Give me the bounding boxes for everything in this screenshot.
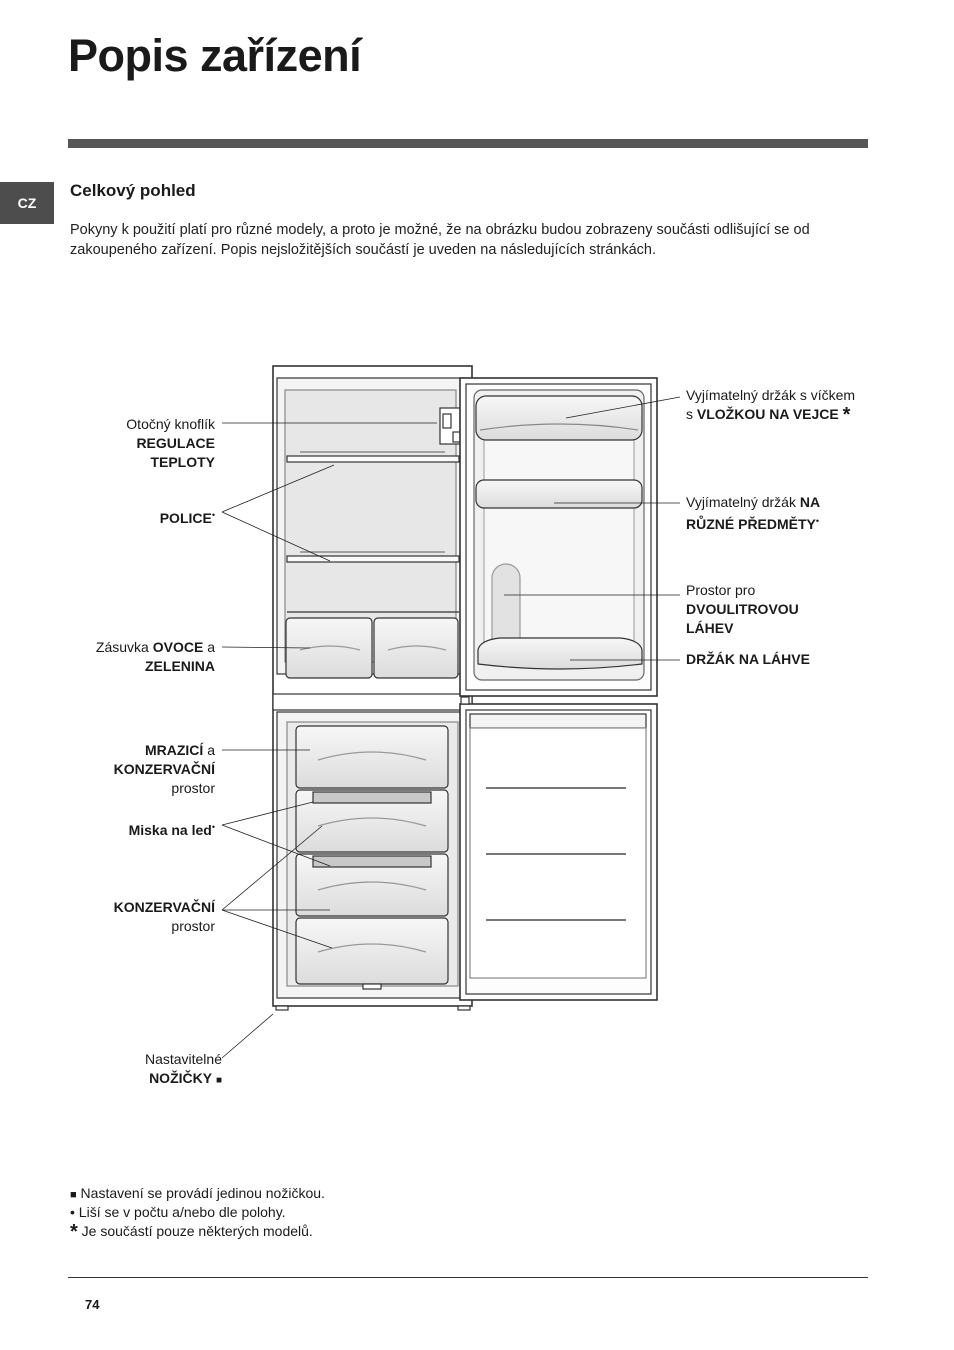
freezer-drawer-1 (296, 726, 448, 788)
footnote-varies: • Liší se v počtu a/nebo dle polohy. (70, 1204, 286, 1220)
label-ice-tray: Miska na led• (128, 822, 215, 838)
bottle-holder (478, 638, 642, 669)
adjustable-foot-left (276, 1006, 288, 1010)
intro-paragraph: Pokyny k použití platí pro různé modely, a proto je možné, že na obrázku budou zobrazeny součásti odlišující se od zakoupeného zařízení. Popis nejsložitějších součástí je uveden na následujících stránkách. (70, 222, 810, 258)
label-bottle-holder: DRŽÁK NA LÁHVE (686, 651, 810, 667)
compartment-divider (273, 694, 472, 710)
ice-tray-2 (313, 856, 431, 867)
label-feet: Nastavitelné NOŽIČKY ■ (144, 1051, 222, 1086)
freezer-drawer-4 (296, 918, 448, 984)
label-thermostat: Otočný knoflík REGULACE TEPLOTY (126, 416, 215, 470)
footer-rule (68, 1277, 868, 1278)
shelf-lower (287, 556, 459, 562)
label-egg-holder: Vyjímatelný držák s víčkem s VLOŽKOU NA VEJCE * (686, 387, 856, 426)
label-misc-holder: Vyjímatelný držák NA RŮZNÉ PŘEDMĚTY• (686, 494, 821, 532)
label-bottle-space: Prostor pro DVOULITROVOU LÁHEV (686, 582, 799, 636)
misc-holder (476, 480, 642, 508)
label-crisper: Zásuvka OVOCE a ZELENINA (95, 639, 215, 674)
language-tab: CZ (0, 182, 54, 224)
label-shelves: POLICE• (159, 510, 215, 526)
label-freezer: MRAZICÍ a KONZERVAČNÍ prostor (113, 742, 215, 796)
footnote-some-models: * Je součástí pouze některých modelů. (70, 1221, 313, 1243)
page-number: 74 (85, 1297, 100, 1312)
egg-holder (476, 396, 642, 440)
footnote-feet: ■ Nastavení se provádí jedinou nožičkou. (70, 1185, 325, 1201)
ice-tray-1 (313, 792, 431, 803)
crisper-drawer-right (374, 618, 458, 678)
label-storage: KONZERVAČNÍ prostor (113, 899, 215, 934)
section-heading: Celkový pohled (70, 181, 196, 200)
adjustable-foot-right (458, 1006, 470, 1010)
shelf-upper (287, 456, 459, 462)
page-title: Popis zařízení (68, 30, 362, 81)
